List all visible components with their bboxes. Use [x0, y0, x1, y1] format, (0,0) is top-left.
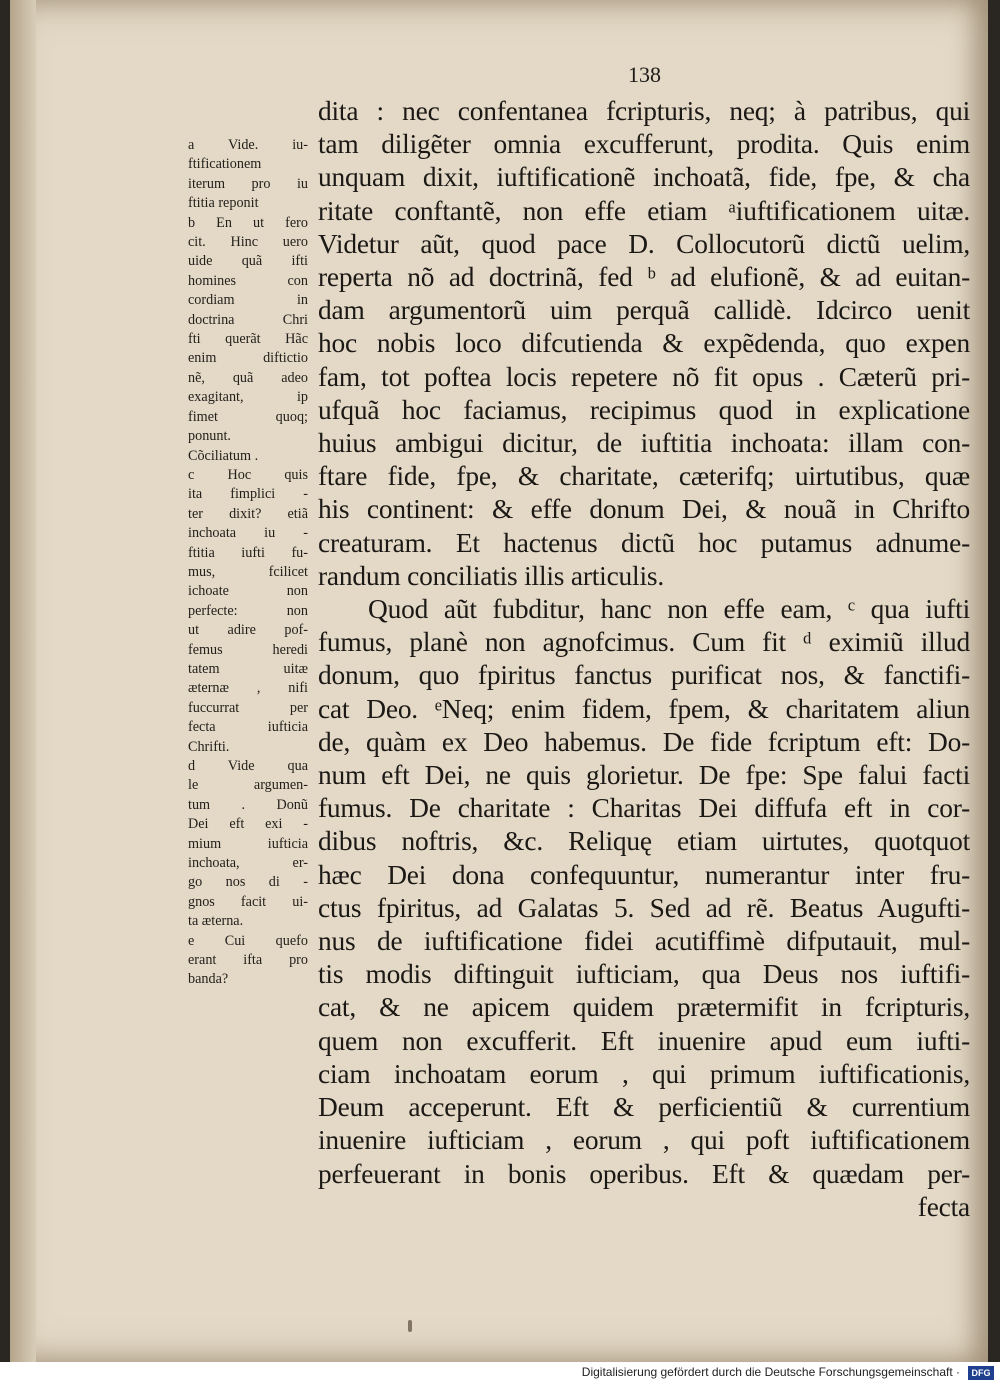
- marginal-note-line: c Hoc quis: [188, 466, 308, 483]
- marginal-note-line: le argumen-: [188, 777, 308, 794]
- text-line: fumus, planè non agnofcimus. Cum fit ᵈ eximiũ illud: [318, 627, 970, 658]
- text-line: reperta nõ ad doctrinã, fed ᵇ ad elufionẽ, & ad euitan-: [318, 262, 970, 293]
- text-line: tis modis diftinguit iufticiam, qua Deus nos iuftifi-: [318, 959, 970, 990]
- text-line: perfeuerant in bonis operibus. Eft & quædam per-: [318, 1158, 970, 1189]
- text-line: hæc Dei dona confequuntur, numerantur inter fru-: [318, 859, 970, 890]
- text-line: quem non excufferit. Eft inuenire apud eum iufti-: [318, 1025, 970, 1056]
- marginal-note-line: homines con: [188, 272, 308, 289]
- text-line: ufquã hoc faciamus, recipimus quod in explicatione: [318, 394, 970, 425]
- digitization-footer: [0, 1362, 1000, 1385]
- marginal-note-line: doctrina Chri: [188, 311, 308, 328]
- text-line: donum, quo fpiritus fanctus purificat nos, & fanctifi-: [318, 660, 970, 691]
- text-line: randum conciliatis illis articulis.: [318, 560, 664, 591]
- marginal-note-line: ftitia reponit: [188, 195, 259, 212]
- text-line: cat, & ne apicem quidem prætermifit in fcripturis,: [318, 992, 970, 1023]
- marginal-note-line: ut adire pof-: [188, 622, 308, 639]
- marginal-note-line: ichoate non: [188, 583, 308, 600]
- text-line: fam, tot poftea locis repetere nõ fit opus . Cæterũ pri-: [318, 361, 970, 392]
- text-line: cat Deo. ᵉNeq; enim fidem, fpem, & charitatem aliun: [318, 693, 970, 724]
- marginal-note-line: cit. Hinc uero: [188, 234, 308, 251]
- footer-credit: Digitalisierung gefördert durch die Deutsche Forschungsgemeinschaft ·: [581, 1365, 960, 1379]
- text-line: Deum acceperunt. Eft & perficientiũ & currentium: [318, 1092, 970, 1123]
- marginal-note-line: ter dixit? etiã: [188, 505, 308, 522]
- marginal-note-line: Chrifti.: [188, 738, 230, 755]
- text-line: ritate conftantẽ, non effe etiam ᵃiuftificationem uitæ.: [318, 195, 970, 226]
- book-page: [10, 0, 988, 1362]
- text-line: unquam dixit, iuftificationẽ inchoatã, fide, fpe, & cha: [318, 162, 970, 193]
- text-line: inuenire iufticiam , eorum , qui poft iuftificationem: [318, 1125, 970, 1156]
- marginal-note-line: go nos di -: [188, 874, 308, 891]
- text-line: Quod aũt fubditur, hanc non effe eam, ᶜ qua iufti: [368, 594, 970, 625]
- text-line: num eft Dei, ne quis glorietur. De fpe: Spe falui facti: [318, 760, 970, 791]
- text-line: ftare fide, fpe, & charitate, cæterifq; uirtutibus, quæ: [318, 461, 970, 492]
- marginal-note-line: inchoata, er-: [188, 855, 308, 872]
- text-line: Videtur aũt, quod pace D. Collocutorũ dictũ uelim,: [318, 228, 970, 259]
- marginal-note-line: exagitant, ip: [188, 389, 308, 406]
- marginal-note-line: ftitia iufti fu-: [188, 544, 308, 561]
- text-line: dita : nec confentanea fcripturis, neq; à patribus, qui: [318, 96, 970, 126]
- marginal-note-line: iterum pro iu: [188, 175, 308, 192]
- marginal-note-line: erant ifta pro: [188, 952, 308, 969]
- marginal-note-line: banda?: [188, 971, 229, 988]
- marginal-note-line: mus, fcilicet: [188, 563, 308, 580]
- text-line: dam argumentorũ uim perquã callidè. Idcirco uenit: [318, 295, 970, 326]
- text-line: tam diligẽter omnia excufferunt, prodita. Quis enim: [318, 129, 970, 160]
- marginal-note-line: femus heredi: [188, 641, 308, 658]
- text-line: fumus. De charitate : Charitas Dei diffufa eft in cor-: [318, 793, 970, 824]
- text-line: ciam inchoatam eorum , qui primum iuftificationis,: [318, 1058, 970, 1089]
- text-line: dibus noftris, &c. Reliquę etiam uirtutes, quotquot: [318, 826, 970, 857]
- marginal-note-line: a Vide. iu-: [188, 137, 308, 153]
- text-line: hoc nobis loco difcutienda & expẽdenda, quo expen: [318, 328, 970, 359]
- marginal-note-line: fuccurrat per: [188, 699, 308, 716]
- text-line: huius ambigui dicitur, de iuftitia inchoata: illam con-: [318, 428, 970, 459]
- marginal-note-line: Dei eft exi -: [188, 816, 308, 833]
- marginal-note-line: æternæ , nifi: [188, 680, 308, 697]
- marginal-note-line: fecta iufticia: [188, 719, 308, 736]
- dfg-logo: DFG: [968, 1366, 994, 1380]
- marginal-note-line: d Vide qua: [188, 758, 308, 774]
- marginal-note-line: ftificationem: [188, 156, 262, 173]
- marginal-note-line: tatem uitæ: [188, 660, 308, 677]
- text-line: de, quàm ex Deo habemus. De fide fcriptum eft: Do-: [318, 726, 970, 757]
- marginal-note-line: fimet quoq;: [188, 408, 308, 425]
- marginal-note-line: enim diftictio: [188, 350, 308, 367]
- marginal-note-line: fti querãt Hãc: [188, 331, 308, 348]
- page-number: 138: [628, 62, 661, 87]
- marginal-note-line: ita fimplici -: [188, 486, 308, 503]
- text-line: nus de iuftificatione fidei acutiffimè difputauit, mul-: [318, 926, 970, 957]
- marginal-note-line: tum . Donũ: [188, 796, 308, 813]
- marginal-note-line: e Cui quefo: [188, 932, 308, 949]
- main-text-block: [318, 95, 970, 1224]
- marginal-note-line: inchoata iu -: [188, 525, 308, 542]
- text-line: fecta: [917, 1191, 970, 1222]
- text-line: ctus fpiritus, ad Galatas 5. Sed ad rẽ. Beatus Augufti-: [318, 892, 970, 923]
- marginal-note-line: cordiam in: [188, 292, 308, 309]
- marginal-note-line: b En ut fero: [188, 214, 308, 231]
- marginal-note-line: perfecte: non: [188, 602, 308, 619]
- text-line: his continent: & effe donum Dei, & nouã in Chrifto: [318, 494, 970, 525]
- marginal-note-line: mium iufticia: [188, 835, 308, 852]
- marginal-note-line: uide quã ifti: [188, 253, 308, 270]
- ink-spot: [408, 1320, 412, 1332]
- page-gutter: [10, 0, 36, 1362]
- marginal-notes: [188, 136, 308, 990]
- marginal-note-line: ponunt.: [188, 428, 231, 445]
- marginal-note-line: nẽ, quã adeo: [188, 369, 308, 386]
- marginal-note-line: ta æterna.: [188, 913, 244, 930]
- marginal-note-line: Cõciliatum .: [188, 447, 259, 464]
- marginal-note-line: gnos facit ui-: [188, 893, 308, 910]
- text-line: creaturam. Et hactenus dictũ hoc putamus adnume-: [318, 527, 970, 558]
